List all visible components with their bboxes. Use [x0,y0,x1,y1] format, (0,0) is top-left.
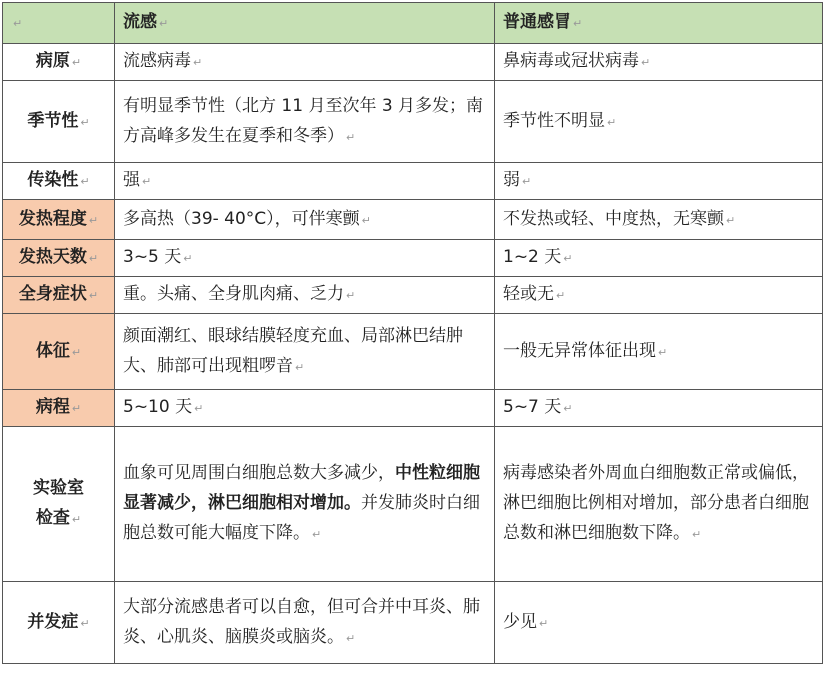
cold-cell [495,390,823,427]
flu-cell [115,81,495,163]
paragraph-mark: ↵ [726,213,736,227]
table-row [3,314,823,390]
paragraph-mark: ↵ [556,289,566,302]
table-row [3,240,823,277]
row-label-cell [3,240,115,277]
paragraph-mark: ↵ [71,513,82,526]
flu-cell [115,44,495,81]
cold-cell [495,240,823,277]
row-label: 病原 [35,51,70,71]
paragraph-mark: ↵ [88,289,99,302]
paragraph-mark: ↵ [71,56,82,69]
paragraph-mark: ↵ [194,402,204,415]
table-row [3,277,823,314]
paragraph-mark: ↵ [539,616,549,630]
cold-value: 5~7 天 [503,397,562,417]
flu-value: 颜面潮红、眼球结膜轻度充血、局部淋巴结肿大、肺部可出现粗啰音 [123,325,463,376]
cold-cell [495,314,823,390]
cold-value: 一般无异常体征出现 [503,340,656,361]
table-row [3,427,823,582]
paragraph-mark: ↵ [193,56,203,69]
flu-cell [115,277,495,314]
paragraph-mark: ↵ [658,345,668,359]
table-row [3,81,823,163]
paragraph-mark: ↵ [80,175,90,188]
paragraph-mark: ↵ [88,252,99,265]
paragraph-mark: ↵ [641,56,651,69]
row-label-cell [3,390,115,427]
header-flu-cell [115,3,495,44]
flu-value-part2: 并发肺炎时白细胞总数可能大幅度下降。 [123,493,480,543]
row-label-line2: 检查 [35,508,70,528]
flu-value: 有明显季节性（北方 11 月至次年 3 月多发；南方高峰多发生在夏季和冬季） [123,95,484,146]
header-corner-cell [3,3,115,44]
flu-value-part1: 血象可见周围白细胞总数大多减少， [123,463,395,483]
paragraph-mark: ↵ [522,175,532,188]
row-label: 传染性 [27,170,79,190]
row-label-line1: 实验室 [33,478,84,498]
flu-value: 5~10 天 [123,397,193,417]
table-row [3,200,823,240]
cold-cell [495,81,823,163]
header-flu-label: 流感 [123,12,157,32]
cold-cell [495,200,823,240]
row-label-cell [3,427,115,582]
paragraph-mark: ↵ [361,213,371,227]
header-row [3,3,823,44]
paragraph-mark: ↵ [88,213,99,227]
flu-cell [115,314,495,390]
paragraph-mark: ↵ [142,175,152,188]
row-label: 全身症状 [18,284,87,304]
row-label-cell [3,277,115,314]
paragraph-mark: ↵ [346,631,356,645]
cold-value: 鼻病毒或冠状病毒 [503,51,639,71]
table-row [3,390,823,427]
row-label-cell [3,163,115,200]
paragraph-mark: ↵ [563,402,573,415]
paragraph-mark: ↵ [573,17,583,30]
row-label-cell [3,81,115,163]
flu-value: 重。头痛、全身肌肉痛、乏力 [123,284,344,304]
row-label-cell [3,44,115,81]
row-label: 病程 [35,397,70,417]
paragraph-mark: ↵ [13,17,23,30]
flu-value: 大部分流感患者可以自愈，但可合并中耳炎、肺炎、心肌炎、脑膜炎或脑炎。 [123,596,480,647]
flu-cell [115,427,495,582]
row-label-cell [3,314,115,390]
paragraph-mark: ↵ [71,345,82,359]
paragraph-mark: ↵ [295,360,305,374]
cold-cell [495,427,823,582]
cold-value: 季节性不明显 [503,110,605,131]
flu-cell [115,240,495,277]
row-label-cell [3,200,115,240]
flu-value: 多高热（39- 40°C），可伴寒颤 [123,208,360,229]
paragraph-mark: ↵ [607,115,617,129]
row-label: 体征 [35,340,70,361]
paragraph-mark: ↵ [80,115,90,129]
cold-value: 病毒感染者外周血白细胞数正常或偏低，淋巴细胞比例相对增加，部分患者白细胞总数和淋巴细胞数下降。 [503,463,809,543]
cold-value: 轻或无 [503,284,554,304]
flu-cell [115,163,495,200]
header-cold-label: 普通感冒 [503,12,571,32]
row-label: 发热程度 [18,208,87,229]
cold-value: 弱 [503,170,520,190]
paragraph-mark: ↵ [692,528,702,541]
paragraph-mark: ↵ [183,252,193,265]
flu-cell [115,200,495,240]
table-row [3,582,823,664]
row-label: 季节性 [27,110,79,131]
cold-cell [495,582,823,664]
row-label-cell [3,582,115,664]
flu-value: 流感病毒 [123,51,191,71]
row-label: 发热天数 [18,247,87,267]
comparison-table [2,2,823,664]
flu-cell [115,582,495,664]
paragraph-mark: ↵ [159,17,169,30]
paragraph-mark: ↵ [80,616,90,630]
cold-value: 不发热或轻、中度热，无寒颤 [503,208,724,229]
cold-cell [495,163,823,200]
table-row [3,163,823,200]
paragraph-mark: ↵ [71,402,82,415]
paragraph-mark: ↵ [312,528,322,541]
cold-value: 少见 [503,611,537,632]
cold-cell [495,277,823,314]
paragraph-mark: ↵ [346,289,356,302]
paragraph-mark: ↵ [563,252,573,265]
cold-cell [495,44,823,81]
flu-value-bold: 中性粒细胞显著减少，淋巴细胞相对增加。 [123,463,480,513]
paragraph-mark: ↵ [346,130,356,144]
flu-value: 3~5 天 [123,247,182,267]
cold-value: 1~2 天 [503,247,562,267]
flu-value: 强 [123,170,140,190]
row-label: 并发症 [27,611,79,632]
table-row [3,44,823,81]
flu-cell [115,390,495,427]
header-cold-cell [495,3,823,44]
